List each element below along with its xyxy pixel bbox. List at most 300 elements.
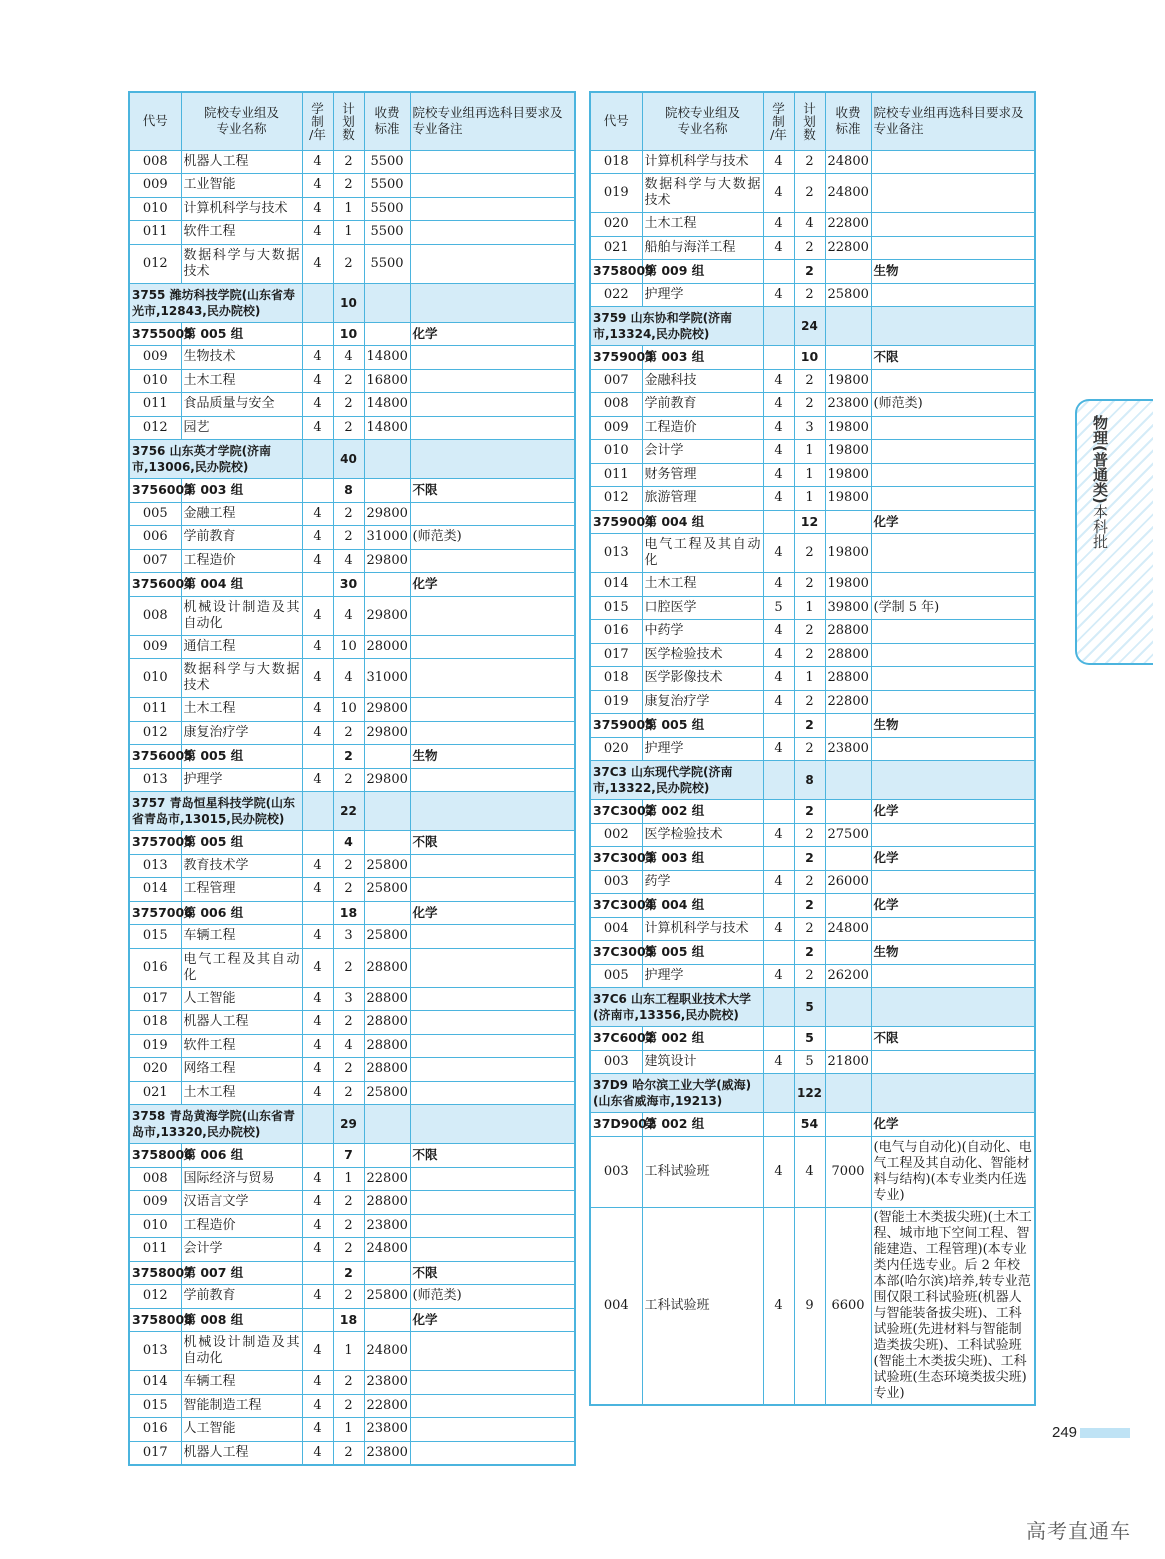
major-code: 012 bbox=[590, 487, 642, 511]
major-note: (师范类) bbox=[410, 1285, 575, 1309]
major-note bbox=[410, 221, 575, 245]
major-name: 金融工程 bbox=[181, 502, 302, 526]
catalog-table-left bbox=[128, 91, 576, 1466]
group-row bbox=[590, 1113, 1035, 1137]
cell-fee bbox=[364, 745, 410, 769]
major-name: 土木工程 bbox=[181, 1081, 302, 1105]
major-row bbox=[129, 502, 575, 526]
header-code: 代号 bbox=[590, 92, 642, 150]
major-note bbox=[410, 1238, 575, 1262]
major-years: 4 bbox=[302, 1394, 333, 1418]
page-number: 249 bbox=[1052, 1424, 1078, 1441]
cell-fee bbox=[825, 260, 871, 284]
major-fee: 19800 bbox=[825, 463, 871, 487]
major-years: 4 bbox=[302, 346, 333, 370]
institution-plan: 40 bbox=[333, 440, 364, 479]
major-years: 4 bbox=[763, 463, 794, 487]
major-row bbox=[129, 416, 575, 440]
institution-plan: 5 bbox=[794, 988, 825, 1027]
major-years: 5 bbox=[763, 596, 794, 620]
major-years: 4 bbox=[763, 690, 794, 714]
cell-fee bbox=[364, 440, 410, 479]
major-note bbox=[871, 534, 1035, 573]
cell-years bbox=[302, 322, 333, 346]
group-plan: 2 bbox=[333, 745, 364, 769]
institution-plan: 29 bbox=[333, 1105, 364, 1144]
group-code: 3756004 bbox=[129, 573, 181, 597]
major-plan: 2 bbox=[794, 236, 825, 260]
major-note: (师范类) bbox=[410, 526, 575, 550]
institution-row bbox=[590, 307, 1035, 346]
major-years: 4 bbox=[302, 1214, 333, 1238]
major-code: 009 bbox=[129, 1191, 181, 1215]
major-row bbox=[129, 987, 575, 1011]
major-row bbox=[129, 369, 575, 393]
major-name: 会计学 bbox=[181, 1238, 302, 1262]
cell-fee bbox=[825, 1074, 871, 1113]
major-code: 017 bbox=[590, 643, 642, 667]
major-fee: 25800 bbox=[364, 925, 410, 949]
major-code: 007 bbox=[590, 369, 642, 393]
group-requirement: 不限 bbox=[410, 479, 575, 503]
major-row bbox=[129, 1332, 575, 1371]
major-name: 食品质量与安全 bbox=[181, 393, 302, 417]
major-years: 4 bbox=[763, 534, 794, 573]
cell-fee bbox=[825, 1027, 871, 1051]
group-name: 第 005 组 bbox=[642, 941, 763, 965]
major-code: 012 bbox=[129, 244, 181, 283]
major-code: 008 bbox=[129, 1167, 181, 1191]
group-row bbox=[129, 831, 575, 855]
major-name: 人工智能 bbox=[181, 987, 302, 1011]
major-name: 数据科学与大数据技术 bbox=[181, 659, 302, 698]
group-requirement: 生物 bbox=[871, 714, 1035, 738]
major-fee: 16800 bbox=[364, 369, 410, 393]
watermark-text: 高考直通车 bbox=[1026, 1519, 1131, 1543]
major-fee: 23800 bbox=[364, 1371, 410, 1395]
major-years: 4 bbox=[763, 416, 794, 440]
major-note bbox=[410, 416, 575, 440]
group-plan: 30 bbox=[333, 573, 364, 597]
major-row bbox=[129, 221, 575, 245]
major-years: 4 bbox=[302, 659, 333, 698]
cell-notes bbox=[410, 283, 575, 322]
major-code: 002 bbox=[590, 823, 642, 847]
major-years: 4 bbox=[302, 174, 333, 198]
major-fee: 25800 bbox=[364, 1081, 410, 1105]
major-code: 009 bbox=[590, 416, 642, 440]
group-plan: 12 bbox=[794, 510, 825, 534]
major-fee: 19800 bbox=[825, 573, 871, 597]
major-row bbox=[129, 698, 575, 722]
group-plan: 8 bbox=[333, 479, 364, 503]
major-fee: 5500 bbox=[364, 244, 410, 283]
group-row bbox=[590, 260, 1035, 284]
major-plan: 2 bbox=[333, 526, 364, 550]
major-note bbox=[410, 1011, 575, 1035]
major-name: 护理学 bbox=[642, 964, 763, 988]
major-plan: 2 bbox=[794, 737, 825, 761]
major-plan: 2 bbox=[794, 620, 825, 644]
major-note bbox=[871, 964, 1035, 988]
major-row bbox=[129, 1418, 575, 1442]
major-plan: 4 bbox=[333, 659, 364, 698]
major-name: 土木工程 bbox=[642, 213, 763, 237]
institution-row bbox=[590, 988, 1035, 1027]
major-code: 012 bbox=[129, 1285, 181, 1309]
group-plan: 10 bbox=[333, 322, 364, 346]
major-fee: 25800 bbox=[825, 283, 871, 307]
major-fee: 23800 bbox=[825, 737, 871, 761]
header-code: 代号 bbox=[129, 92, 181, 150]
major-fee: 22800 bbox=[825, 213, 871, 237]
group-requirement: 生物 bbox=[871, 941, 1035, 965]
group-name: 第 002 组 bbox=[642, 800, 763, 824]
major-name: 汉语言文学 bbox=[181, 1191, 302, 1215]
table-header-row bbox=[590, 92, 1035, 150]
major-name: 医学影像技术 bbox=[642, 667, 763, 691]
major-note bbox=[410, 197, 575, 221]
major-row bbox=[129, 635, 575, 659]
group-requirement: 化学 bbox=[871, 847, 1035, 871]
major-years: 4 bbox=[763, 1136, 794, 1207]
group-plan: 2 bbox=[794, 894, 825, 918]
cell-years bbox=[763, 800, 794, 824]
major-name: 机械设计制造及其自动化 bbox=[181, 1332, 302, 1371]
major-fee: 19800 bbox=[825, 416, 871, 440]
institution-plan: 24 bbox=[794, 307, 825, 346]
major-code: 009 bbox=[129, 174, 181, 198]
major-row bbox=[129, 526, 575, 550]
major-note bbox=[410, 549, 575, 573]
major-code: 022 bbox=[590, 283, 642, 307]
major-plan: 4 bbox=[333, 1034, 364, 1058]
major-years: 4 bbox=[302, 987, 333, 1011]
major-plan: 2 bbox=[794, 393, 825, 417]
header-years: 学 制 /年 bbox=[763, 92, 794, 150]
group-row bbox=[590, 1027, 1035, 1051]
institution-plan: 22 bbox=[333, 792, 364, 831]
major-code: 016 bbox=[129, 1418, 181, 1442]
major-name: 数据科学与大数据技术 bbox=[642, 174, 763, 213]
major-row bbox=[590, 870, 1035, 894]
major-plan: 2 bbox=[794, 870, 825, 894]
cell-years bbox=[763, 346, 794, 370]
cell-notes bbox=[410, 1105, 575, 1144]
cell-years bbox=[302, 1261, 333, 1285]
major-fee: 28800 bbox=[364, 1011, 410, 1035]
major-fee: 14800 bbox=[364, 416, 410, 440]
major-fee: 24800 bbox=[364, 1238, 410, 1262]
major-code: 020 bbox=[129, 1058, 181, 1082]
group-plan: 2 bbox=[794, 800, 825, 824]
major-note bbox=[410, 768, 575, 792]
major-row bbox=[129, 174, 575, 198]
institution-name: 3757 青岛恒星科技学院(山东省青岛市,13015,民办院校) bbox=[129, 792, 302, 831]
major-fee: 25800 bbox=[364, 1285, 410, 1309]
major-row bbox=[590, 213, 1035, 237]
group-requirement: 不限 bbox=[410, 1144, 575, 1168]
major-code: 019 bbox=[590, 690, 642, 714]
major-code: 014 bbox=[129, 1371, 181, 1395]
major-years: 4 bbox=[302, 369, 333, 393]
major-row bbox=[590, 440, 1035, 464]
major-plan: 2 bbox=[333, 1285, 364, 1309]
major-name: 康复治疗学 bbox=[181, 721, 302, 745]
major-row bbox=[590, 463, 1035, 487]
major-years: 4 bbox=[763, 213, 794, 237]
cell-years bbox=[763, 941, 794, 965]
major-plan: 10 bbox=[333, 698, 364, 722]
major-plan: 5 bbox=[794, 1050, 825, 1074]
cell-fee bbox=[364, 1144, 410, 1168]
group-name: 第 004 组 bbox=[642, 510, 763, 534]
major-years: 4 bbox=[302, 925, 333, 949]
major-plan: 2 bbox=[333, 502, 364, 526]
group-requirement: 不限 bbox=[410, 831, 575, 855]
major-plan: 1 bbox=[333, 197, 364, 221]
major-fee: 19800 bbox=[825, 369, 871, 393]
group-row bbox=[129, 1308, 575, 1332]
major-fee: 24800 bbox=[825, 174, 871, 213]
major-plan: 2 bbox=[794, 690, 825, 714]
major-plan: 4 bbox=[333, 596, 364, 635]
major-years: 4 bbox=[302, 150, 333, 174]
cell-years bbox=[763, 307, 794, 346]
institution-plan: 8 bbox=[794, 761, 825, 800]
major-row bbox=[129, 1394, 575, 1418]
major-plan: 2 bbox=[333, 1441, 364, 1465]
major-note bbox=[410, 1371, 575, 1395]
major-note bbox=[871, 416, 1035, 440]
major-row bbox=[590, 150, 1035, 174]
group-name: 第 003 组 bbox=[642, 346, 763, 370]
group-plan: 18 bbox=[333, 1308, 364, 1332]
major-plan: 2 bbox=[333, 416, 364, 440]
major-fee: 28800 bbox=[825, 667, 871, 691]
group-code: 37C3003 bbox=[590, 847, 642, 871]
major-code: 013 bbox=[590, 534, 642, 573]
major-row bbox=[590, 690, 1035, 714]
group-name: 第 005 组 bbox=[642, 714, 763, 738]
major-name: 医学检验技术 bbox=[642, 823, 763, 847]
major-fee: 22800 bbox=[364, 1167, 410, 1191]
major-code: 010 bbox=[129, 659, 181, 698]
major-plan: 2 bbox=[333, 768, 364, 792]
major-plan: 2 bbox=[794, 369, 825, 393]
major-row bbox=[129, 549, 575, 573]
group-name: 第 005 组 bbox=[181, 745, 302, 769]
group-plan: 4 bbox=[333, 831, 364, 855]
major-years: 4 bbox=[302, 948, 333, 987]
major-name: 土木工程 bbox=[181, 369, 302, 393]
major-plan: 9 bbox=[794, 1207, 825, 1405]
institution-row bbox=[590, 761, 1035, 800]
major-name: 数据科学与大数据技术 bbox=[181, 244, 302, 283]
major-fee: 28800 bbox=[825, 643, 871, 667]
group-plan: 2 bbox=[333, 1261, 364, 1285]
group-code: 3757005 bbox=[129, 831, 181, 855]
major-name: 人工智能 bbox=[181, 1418, 302, 1442]
major-note bbox=[410, 1167, 575, 1191]
cell-fee bbox=[364, 901, 410, 925]
cell-years bbox=[302, 1308, 333, 1332]
major-name: 机器人工程 bbox=[181, 1011, 302, 1035]
major-years: 4 bbox=[302, 1238, 333, 1262]
major-fee: 29800 bbox=[364, 698, 410, 722]
major-note bbox=[871, 823, 1035, 847]
cell-years bbox=[763, 260, 794, 284]
major-row bbox=[129, 346, 575, 370]
major-plan: 2 bbox=[333, 948, 364, 987]
major-fee: 26200 bbox=[825, 964, 871, 988]
major-row bbox=[590, 1136, 1035, 1207]
group-requirement: 化学 bbox=[410, 901, 575, 925]
group-row bbox=[590, 714, 1035, 738]
major-note bbox=[871, 737, 1035, 761]
major-name: 药学 bbox=[642, 870, 763, 894]
major-fee: 22800 bbox=[825, 236, 871, 260]
major-code: 018 bbox=[590, 667, 642, 691]
major-row bbox=[590, 534, 1035, 573]
major-code: 009 bbox=[129, 346, 181, 370]
major-row bbox=[129, 1441, 575, 1465]
major-years: 4 bbox=[302, 1418, 333, 1442]
cell-notes bbox=[410, 440, 575, 479]
major-code: 010 bbox=[129, 197, 181, 221]
major-plan: 10 bbox=[333, 635, 364, 659]
cell-years bbox=[763, 510, 794, 534]
group-requirement: 化学 bbox=[410, 573, 575, 597]
major-row bbox=[590, 573, 1035, 597]
cell-notes bbox=[871, 307, 1035, 346]
group-code: 37C3005 bbox=[590, 941, 642, 965]
group-requirement: 不限 bbox=[871, 346, 1035, 370]
major-code: 019 bbox=[129, 1034, 181, 1058]
major-note: (师范类) bbox=[871, 393, 1035, 417]
major-plan: 2 bbox=[794, 534, 825, 573]
major-name: 学前教育 bbox=[642, 393, 763, 417]
header-plan: 计 划 数 bbox=[333, 92, 364, 150]
group-code: 3756005 bbox=[129, 745, 181, 769]
group-row bbox=[590, 800, 1035, 824]
major-plan: 1 bbox=[333, 1332, 364, 1371]
major-years: 4 bbox=[302, 854, 333, 878]
major-plan: 2 bbox=[333, 854, 364, 878]
major-years: 4 bbox=[763, 150, 794, 174]
major-note bbox=[871, 283, 1035, 307]
major-fee: 23800 bbox=[364, 1418, 410, 1442]
major-fee: 14800 bbox=[364, 346, 410, 370]
major-years: 4 bbox=[763, 964, 794, 988]
major-fee: 26000 bbox=[825, 870, 871, 894]
major-fee: 31000 bbox=[364, 526, 410, 550]
group-name: 第 004 组 bbox=[642, 894, 763, 918]
major-years: 4 bbox=[763, 440, 794, 464]
major-code: 008 bbox=[129, 596, 181, 635]
group-name: 第 002 组 bbox=[642, 1113, 763, 1137]
major-name: 机器人工程 bbox=[181, 150, 302, 174]
major-note bbox=[410, 659, 575, 698]
cell-fee bbox=[364, 831, 410, 855]
group-requirement: 不限 bbox=[871, 1027, 1035, 1051]
major-years: 4 bbox=[763, 236, 794, 260]
major-plan: 2 bbox=[333, 1011, 364, 1035]
page-number-bar bbox=[1080, 1428, 1130, 1438]
major-years: 4 bbox=[763, 667, 794, 691]
institution-row bbox=[129, 1105, 575, 1144]
group-name: 第 005 组 bbox=[181, 831, 302, 855]
major-name: 通信工程 bbox=[181, 635, 302, 659]
major-code: 011 bbox=[129, 698, 181, 722]
major-fee: 28800 bbox=[364, 987, 410, 1011]
major-note bbox=[410, 346, 575, 370]
major-note bbox=[410, 698, 575, 722]
major-note bbox=[410, 369, 575, 393]
group-plan: 2 bbox=[794, 941, 825, 965]
major-note bbox=[871, 667, 1035, 691]
major-row bbox=[590, 236, 1035, 260]
major-row bbox=[590, 643, 1035, 667]
major-note: (学制 5 年) bbox=[871, 596, 1035, 620]
major-fee: 22800 bbox=[825, 690, 871, 714]
major-years: 4 bbox=[302, 1371, 333, 1395]
major-note bbox=[410, 1058, 575, 1082]
major-fee: 29800 bbox=[364, 502, 410, 526]
major-plan: 2 bbox=[333, 1394, 364, 1418]
group-code: 3756003 bbox=[129, 479, 181, 503]
major-years: 4 bbox=[763, 823, 794, 847]
major-years: 4 bbox=[302, 635, 333, 659]
major-row bbox=[590, 823, 1035, 847]
cell-years bbox=[763, 988, 794, 1027]
group-code: 37C6002 bbox=[590, 1027, 642, 1051]
major-name: 计算机科学与技术 bbox=[642, 917, 763, 941]
major-row bbox=[129, 1371, 575, 1395]
major-fee: 5500 bbox=[364, 197, 410, 221]
cell-fee bbox=[364, 1261, 410, 1285]
major-plan: 2 bbox=[333, 369, 364, 393]
group-name: 第 008 组 bbox=[181, 1308, 302, 1332]
group-plan: 2 bbox=[794, 847, 825, 871]
cell-years bbox=[302, 573, 333, 597]
cell-fee bbox=[825, 761, 871, 800]
group-code: 3759004 bbox=[590, 510, 642, 534]
major-note bbox=[410, 1034, 575, 1058]
major-code: 014 bbox=[129, 878, 181, 902]
major-name: 船舶与海洋工程 bbox=[642, 236, 763, 260]
cell-fee bbox=[825, 894, 871, 918]
major-fee: 28800 bbox=[825, 620, 871, 644]
major-fee: 28800 bbox=[364, 948, 410, 987]
institution-plan: 10 bbox=[333, 283, 364, 322]
major-fee: 5500 bbox=[364, 174, 410, 198]
cell-years bbox=[302, 831, 333, 855]
header-notes: 院校专业组再选科目要求及 专业备注 bbox=[871, 92, 1035, 150]
major-plan: 2 bbox=[333, 1081, 364, 1105]
table-body-right bbox=[590, 150, 1035, 1405]
major-fee: 24800 bbox=[364, 1332, 410, 1371]
group-requirement: 生物 bbox=[871, 260, 1035, 284]
major-years: 4 bbox=[302, 1332, 333, 1371]
major-years: 4 bbox=[302, 502, 333, 526]
major-row bbox=[590, 596, 1035, 620]
institution-name: 3758 青岛黄海学院(山东省青岛市,13320,民办院校) bbox=[129, 1105, 302, 1144]
major-code: 005 bbox=[590, 964, 642, 988]
major-note bbox=[410, 596, 575, 635]
major-fee: 27500 bbox=[825, 823, 871, 847]
major-row bbox=[590, 416, 1035, 440]
